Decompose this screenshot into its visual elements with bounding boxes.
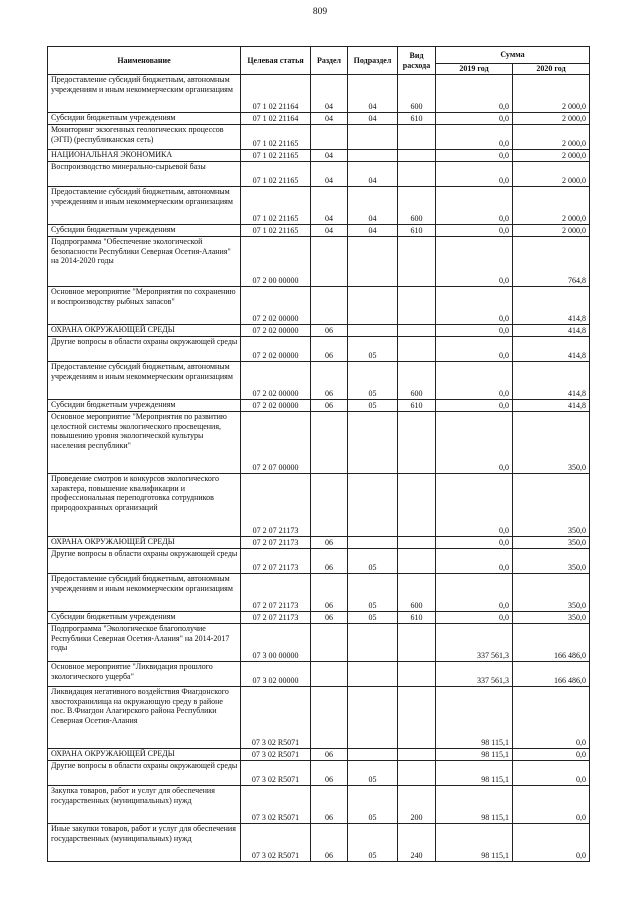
row-type xyxy=(398,412,436,474)
header-2019: 2019 год xyxy=(436,64,513,75)
row-name: Другие вопросы в области охраны окружающей среды xyxy=(48,549,241,574)
row-type: 200 xyxy=(398,786,436,824)
row-target: 07 2 00 00000 xyxy=(241,237,311,287)
row-section: 06 xyxy=(311,549,348,574)
row-section: 04 xyxy=(311,113,348,125)
row-type xyxy=(398,549,436,574)
row-subsection xyxy=(348,749,398,761)
row-name: Субсидии бюджетным учреждениям xyxy=(48,400,241,412)
row-name: Ликвидация негативного воздействия Фиагдонского хвостохранилища на окружающую среду в районе пос. В.Фиагдон Алагирского района Республики Северная Осетия-Алания xyxy=(48,687,241,749)
row-type xyxy=(398,474,436,537)
header-type: Вид расхода xyxy=(398,47,436,75)
row-sum-2019: 0,0 xyxy=(436,162,513,187)
row-name: Мониторинг экзогенных геологических процессов (ЭГП) (республиканская сеть) xyxy=(48,125,241,150)
row-name: Подпрограмма "Экологическое благополучие Республики Северная Осетия-Алания" на 2014-2017 годы xyxy=(48,624,241,662)
row-name: ОХРАНА ОКРУЖАЮЩЕЙ СРЕДЫ xyxy=(48,325,241,337)
row-sum-2019: 98 115,1 xyxy=(436,761,513,786)
row-sum-2020: 414,8 xyxy=(513,325,590,337)
row-sum-2020: 414,8 xyxy=(513,400,590,412)
row-target: 07 1 02 21165 xyxy=(241,125,311,150)
row-name: Предоставление субсидий бюджетным, автономным учреждениям и иным некоммерческим организациям xyxy=(48,187,241,225)
row-sum-2019: 0,0 xyxy=(436,287,513,325)
header-target: Целевая статья xyxy=(241,47,311,75)
row-section xyxy=(311,125,348,150)
table-row xyxy=(48,75,590,113)
row-subsection: 05 xyxy=(348,574,398,612)
header-2020: 2020 год xyxy=(513,64,590,75)
row-section xyxy=(311,624,348,662)
table-row xyxy=(48,537,590,549)
row-sum-2020: 0,0 xyxy=(513,824,590,862)
table-row xyxy=(48,761,590,786)
row-sum-2019: 337 561,3 xyxy=(436,662,513,687)
row-sum-2019: 98 115,1 xyxy=(436,824,513,862)
row-section: 06 xyxy=(311,612,348,624)
row-sum-2019: 0,0 xyxy=(436,412,513,474)
row-sum-2020: 166 486,0 xyxy=(513,624,590,662)
table-row xyxy=(48,549,590,574)
row-subsection: 04 xyxy=(348,162,398,187)
row-name: Закупка товаров, работ и услуг для обеспечения государственных (муниципальных) нужд xyxy=(48,786,241,824)
row-sum-2020: 350,0 xyxy=(513,612,590,624)
row-type: 610 xyxy=(398,113,436,125)
row-type xyxy=(398,125,436,150)
row-type xyxy=(398,337,436,362)
row-name: Проведение смотров и конкурсов экологического характера, повышение квалификации и профессиональная переподготовка сотрудников природоохранных организаций xyxy=(48,474,241,537)
row-name: Подпрограмма "Обеспечение экологической безопасности Республики Северная Осетия-Алания" на 2014-2020 годы xyxy=(48,237,241,287)
table-row xyxy=(48,400,590,412)
table-row xyxy=(48,337,590,362)
table-row xyxy=(48,113,590,125)
row-name: Субсидии бюджетным учреждениям xyxy=(48,612,241,624)
row-target: 07 2 07 00000 xyxy=(241,412,311,474)
row-subsection: 05 xyxy=(348,549,398,574)
row-name: ОХРАНА ОКРУЖАЮЩЕЙ СРЕДЫ xyxy=(48,749,241,761)
row-subsection xyxy=(348,687,398,749)
row-section xyxy=(311,412,348,474)
row-subsection: 05 xyxy=(348,337,398,362)
row-target: 07 1 02 21164 xyxy=(241,75,311,113)
row-sum-2019: 0,0 xyxy=(436,113,513,125)
row-sum-2020: 2 000,0 xyxy=(513,125,590,150)
row-subsection xyxy=(348,537,398,549)
row-subsection xyxy=(348,150,398,162)
row-target: 07 2 07 21173 xyxy=(241,474,311,537)
row-section: 06 xyxy=(311,761,348,786)
table-row xyxy=(48,574,590,612)
row-type xyxy=(398,761,436,786)
header-section: Раздел xyxy=(311,47,348,75)
row-sum-2019: 98 115,1 xyxy=(436,687,513,749)
row-target: 07 3 02 R5071 xyxy=(241,687,311,749)
table-row xyxy=(48,237,590,287)
row-subsection xyxy=(348,624,398,662)
table-row xyxy=(48,162,590,187)
row-type: 600 xyxy=(398,574,436,612)
row-type: 610 xyxy=(398,400,436,412)
row-sum-2019: 0,0 xyxy=(436,187,513,225)
row-type: 610 xyxy=(398,612,436,624)
table-row xyxy=(48,786,590,824)
row-sum-2019: 0,0 xyxy=(436,237,513,287)
row-sum-2020: 0,0 xyxy=(513,761,590,786)
table-body xyxy=(48,75,590,862)
row-type: 610 xyxy=(398,225,436,237)
table-row xyxy=(48,687,590,749)
row-type xyxy=(398,624,436,662)
row-name: НАЦИОНАЛЬНАЯ ЭКОНОМИКА xyxy=(48,150,241,162)
row-sum-2019: 337 561,3 xyxy=(436,624,513,662)
row-target: 07 1 02 21165 xyxy=(241,150,311,162)
row-sum-2019: 0,0 xyxy=(436,337,513,362)
row-section: 06 xyxy=(311,400,348,412)
table-row xyxy=(48,362,590,400)
row-subsection: 05 xyxy=(348,362,398,400)
row-name: Основное мероприятие "Ликвидация прошлого экологического ущерба" xyxy=(48,662,241,687)
row-subsection: 04 xyxy=(348,187,398,225)
row-target: 07 1 02 21165 xyxy=(241,225,311,237)
row-name: Предоставление субсидий бюджетным, автономным учреждениям и иным некоммерческим организациям xyxy=(48,362,241,400)
row-target: 07 3 02 R5071 xyxy=(241,749,311,761)
row-subsection: 05 xyxy=(348,761,398,786)
row-section: 06 xyxy=(311,824,348,862)
row-subsection: 04 xyxy=(348,113,398,125)
table-row xyxy=(48,287,590,325)
row-target: 07 1 02 21165 xyxy=(241,162,311,187)
row-type xyxy=(398,287,436,325)
row-section: 06 xyxy=(311,325,348,337)
row-name: Субсидии бюджетным учреждениям xyxy=(48,113,241,125)
row-section: 04 xyxy=(311,187,348,225)
row-sum-2019: 0,0 xyxy=(436,125,513,150)
row-name: Другие вопросы в области охраны окружающей среды xyxy=(48,761,241,786)
row-type: 600 xyxy=(398,187,436,225)
row-name: Основное мероприятие "Мероприятия по развитию целостной системы экологического просвещения, повышению уровня экологической культуры населения республики" xyxy=(48,412,241,474)
row-name: ОХРАНА ОКРУЖАЮЩЕЙ СРЕДЫ xyxy=(48,537,241,549)
row-name: Субсидии бюджетным учреждениям xyxy=(48,225,241,237)
row-name: Предоставление субсидий бюджетным, автономным учреждениям и иным некоммерческим организациям xyxy=(48,75,241,113)
row-type xyxy=(398,150,436,162)
row-sum-2020: 0,0 xyxy=(513,749,590,761)
row-sum-2019: 0,0 xyxy=(436,362,513,400)
row-subsection: 04 xyxy=(348,225,398,237)
budget-table xyxy=(47,46,590,862)
row-target: 07 2 07 21173 xyxy=(241,537,311,549)
row-target: 07 3 02 R5071 xyxy=(241,786,311,824)
row-section: 04 xyxy=(311,162,348,187)
row-sum-2019: 0,0 xyxy=(436,537,513,549)
row-target: 07 3 02 R5071 xyxy=(241,761,311,786)
table-row xyxy=(48,749,590,761)
row-target: 07 3 02 R5071 xyxy=(241,824,311,862)
table-row xyxy=(48,412,590,474)
row-name: Воспроизводство минерально-сырьевой базы xyxy=(48,162,241,187)
row-type xyxy=(398,662,436,687)
row-sum-2020: 2 000,0 xyxy=(513,150,590,162)
row-target: 07 2 02 00000 xyxy=(241,362,311,400)
row-subsection: 05 xyxy=(348,786,398,824)
table-row xyxy=(48,150,590,162)
table-row xyxy=(48,187,590,225)
row-type xyxy=(398,687,436,749)
row-section xyxy=(311,237,348,287)
header-name: Наименование xyxy=(48,47,241,75)
row-type xyxy=(398,237,436,287)
row-sum-2020: 0,0 xyxy=(513,786,590,824)
row-target: 07 1 02 21165 xyxy=(241,187,311,225)
table-row xyxy=(48,125,590,150)
row-sum-2019: 0,0 xyxy=(436,225,513,237)
row-section: 04 xyxy=(311,150,348,162)
row-section: 06 xyxy=(311,749,348,761)
table-row xyxy=(48,325,590,337)
row-section: 06 xyxy=(311,574,348,612)
row-sum-2020: 350,0 xyxy=(513,537,590,549)
row-target: 07 2 02 00000 xyxy=(241,287,311,325)
row-sum-2019: 0,0 xyxy=(436,325,513,337)
table-row xyxy=(48,612,590,624)
row-subsection xyxy=(348,662,398,687)
row-section xyxy=(311,662,348,687)
row-target: 07 3 02 00000 xyxy=(241,662,311,687)
header-sum: Сумма xyxy=(436,47,590,64)
row-section: 06 xyxy=(311,786,348,824)
row-sum-2019: 0,0 xyxy=(436,400,513,412)
row-sum-2020: 350,0 xyxy=(513,474,590,537)
table-row xyxy=(48,662,590,687)
row-sum-2019: 0,0 xyxy=(436,574,513,612)
row-target: 07 2 07 21173 xyxy=(241,612,311,624)
table-row xyxy=(48,474,590,537)
row-sum-2019: 0,0 xyxy=(436,549,513,574)
row-sum-2020: 414,8 xyxy=(513,287,590,325)
row-target: 07 3 00 00000 xyxy=(241,624,311,662)
row-subsection: 05 xyxy=(348,824,398,862)
row-subsection xyxy=(348,287,398,325)
row-subsection: 05 xyxy=(348,612,398,624)
row-type: 240 xyxy=(398,824,436,862)
row-sum-2020: 350,0 xyxy=(513,412,590,474)
row-type xyxy=(398,325,436,337)
table-row xyxy=(48,225,590,237)
row-subsection: 05 xyxy=(348,400,398,412)
row-sum-2020: 2 000,0 xyxy=(513,187,590,225)
row-sum-2019: 0,0 xyxy=(436,612,513,624)
row-name: Основное мероприятие "Мероприятия по сохранению и воспроизводству рыбных запасов" xyxy=(48,287,241,325)
row-sum-2019: 98 115,1 xyxy=(436,749,513,761)
row-target: 07 2 07 21173 xyxy=(241,549,311,574)
row-type xyxy=(398,162,436,187)
header-subsection: Подраздел xyxy=(348,47,398,75)
row-sum-2020: 2 000,0 xyxy=(513,225,590,237)
row-sum-2019: 0,0 xyxy=(436,75,513,113)
row-section xyxy=(311,687,348,749)
row-target: 07 2 02 00000 xyxy=(241,325,311,337)
row-type xyxy=(398,537,436,549)
row-sum-2020: 350,0 xyxy=(513,574,590,612)
row-sum-2020: 414,8 xyxy=(513,362,590,400)
row-target: 07 2 02 00000 xyxy=(241,337,311,362)
row-section: 04 xyxy=(311,225,348,237)
row-subsection xyxy=(348,412,398,474)
table-row xyxy=(48,824,590,862)
row-target: 07 1 02 21164 xyxy=(241,113,311,125)
table-row xyxy=(48,624,590,662)
row-section: 06 xyxy=(311,337,348,362)
row-type xyxy=(398,749,436,761)
row-sum-2020: 350,0 xyxy=(513,549,590,574)
row-sum-2020: 2 000,0 xyxy=(513,162,590,187)
row-section xyxy=(311,474,348,537)
row-sum-2020: 414,8 xyxy=(513,337,590,362)
row-sum-2019: 0,0 xyxy=(436,474,513,537)
row-sum-2020: 0,0 xyxy=(513,687,590,749)
row-sum-2020: 2 000,0 xyxy=(513,113,590,125)
row-sum-2020: 166 486,0 xyxy=(513,662,590,687)
row-subsection: 04 xyxy=(348,75,398,113)
row-type: 600 xyxy=(398,75,436,113)
row-sum-2019: 98 115,1 xyxy=(436,786,513,824)
row-name: Иные закупки товаров, работ и услуг для обеспечения государственных (муниципальных) нужд xyxy=(48,824,241,862)
row-section: 04 xyxy=(311,75,348,113)
row-name: Предоставление субсидий бюджетным, автономным учреждениям и иным некоммерческим организациям xyxy=(48,574,241,612)
row-target: 07 2 02 00000 xyxy=(241,400,311,412)
row-subsection xyxy=(348,237,398,287)
row-type: 600 xyxy=(398,362,436,400)
row-section xyxy=(311,287,348,325)
row-section: 06 xyxy=(311,537,348,549)
row-subsection xyxy=(348,325,398,337)
row-name: Другие вопросы в области охраны окружающей среды xyxy=(48,337,241,362)
row-subsection xyxy=(348,474,398,537)
page-number: 809 xyxy=(312,7,328,17)
row-sum-2020: 764,8 xyxy=(513,237,590,287)
row-target: 07 2 07 21173 xyxy=(241,574,311,612)
row-section: 06 xyxy=(311,362,348,400)
row-sum-2020: 2 000,0 xyxy=(513,75,590,113)
row-subsection xyxy=(348,125,398,150)
row-sum-2019: 0,0 xyxy=(436,150,513,162)
